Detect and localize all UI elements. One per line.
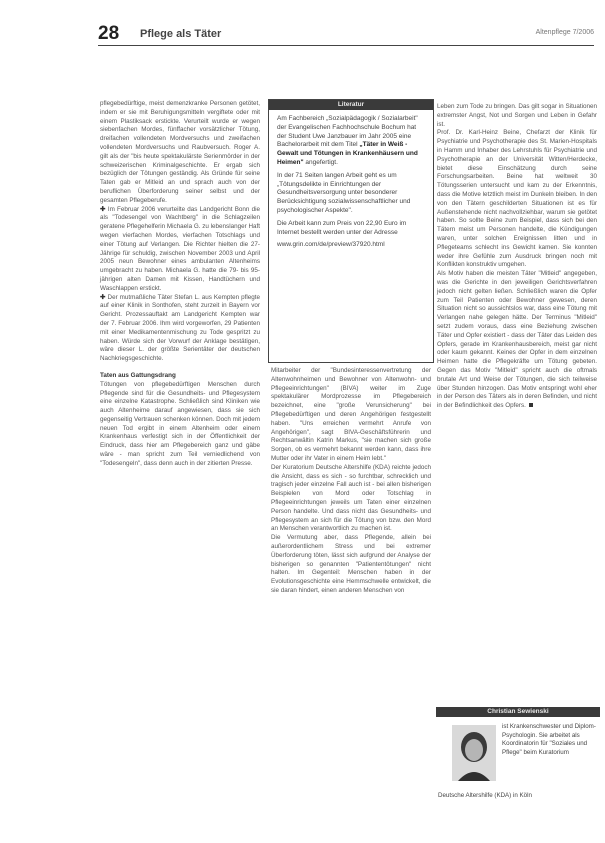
paragraph: Der Kuratorium Deutsche Altershilfe (KDA) reichte jedoch die Ansicht, dass es sich - so furchtbar, schrecklich und tragisch jeder einzelne Fall auch ist - bei allen bisherigen Beispielen von Mord oder Totschlag in Pflegeeinrichtungen jeweils um Taten einer einzelnen Person handelte. Und dass nicht das Gesundheits- und Pflegesystem an sich für die Tötung von bzw. den Mord an Menschen verantwortlich zu machen ist. — [271, 463, 431, 533]
literature-url[interactable]: www.grin.com/de/preview/37920.html — [277, 241, 385, 249]
paragraph-text: Als Motiv haben die meisten Täter "Mitleid" angegeben, was die Gerichte in den jeweiligen Gerichtsverfahren jedoch nicht gelten ließen. Schließlich waren die Opfer zum Teil Patienten oder Bewohner gewesen, deren Situation nicht so aussichtslos war, dass eine Tötung mit Verlangen nahe gelegen hätte. Der Terminus "Mitleid" setzt zudem voraus, dass eine Beziehung zwischen Täter und Opfer existiert - dass der Täter das Leiden des Opfers, gerade im Krankenhausbereich, meist gar nicht oder kaum gekannt. Keines der Opfer in dem einzelnen Heimen hatte die Pflegekräfte um Tötung gebeten. Gegen das Motiv "Mitleid" spricht auch die oftmals brutale Art und Weise der Tötungen, die sich teilweise über Stunden hinzogen. Das Motiv entspringt wohl eher in der Person des Täters als in deren Befinden, und nicht in der Befindlichkeit des Opfers. — [437, 270, 597, 410]
paragraph: Leben zum Tode zu bringen. Das gilt sogar in Situationen extremster Angst, Not und Sorgen und Leben in Gefahr ist. — [437, 103, 597, 128]
article-column-3 — [437, 103, 597, 411]
paragraph: pflegebedürftige, meist demenzkranke Personen getötet, indem er sie mit Beruhigungsmitteln vergiftete oder mit einem Plastiksack erstickte. Verurteilt wurde er wegen siebenfachen Mordes, fünffacher vorsätzlicher Tötung, dreifachen vollendeten Mordversuchs und zweifachen vollendeten Mordversuchs und Raubversuch. Roger A. gilt als der "bis heute spektakulärste Serienmörder in der schweizerischen Kriminalgeschichte. Er ergab sich bezüglich der Tötungen geständig. Als Gründe für seine Taten gab er Mitleid an und sprach auch von der beruflichen Überforderung seiner selbst und der gesamten Pflegeberufe. — [100, 100, 260, 204]
literature-suffix: angefertigt. — [305, 158, 338, 166]
paragraph — [100, 294, 260, 364]
author-bio: ist Krankenschwester und Diplom-Psychologin. Sie arbeitet als Koordinatorin für "Soziales und Pflege" beim Kuratorium — [502, 723, 596, 756]
literature-order-info: Die Arbeit kann zum Preis von 22,90 Euro im Internet bestellt werden unter der Adresse — [277, 219, 407, 236]
literature-box — [268, 99, 434, 363]
paragraph — [437, 270, 597, 411]
literature-text — [277, 115, 425, 168]
literature-box-body — [269, 110, 433, 259]
article-column-2 — [271, 367, 431, 596]
author-box — [436, 707, 600, 820]
issue-label: Altenpflege 7/2006 — [535, 29, 594, 36]
end-mark-icon — [529, 403, 533, 407]
book-title: „Täter in Weiß - Gewalt und Tötungen in Krankenhäusern und Heimen" — [277, 141, 418, 166]
paragraph: Tötungen von pflegebedürftigen Menschen durch Pflegende sind für die Gesundheits- und Pflegesystem eine einzelne Katastrophe. Schließlich sind Kliniken wie auch Altenheime darauf angewiesen, dass sie sich gegenseitig Vertrauen schenken können. Doch mit jedem neuen Tod ergibt in einem Altenheim oder einem Krankenhaus verfestigt sich in der Öffentlichkeit der Eindruck, dass hier am Pflegebereich ganz und gäbe wäre - man spricht zum Teil verniedlichend von "Todesengeln", dass denn auch in der zitierten Presse. — [100, 380, 260, 467]
paragraph-text: Der mutmaßliche Täter Stefan L. aus Kempten pflegte auf einer Klinik in Sonthofen, steht zurzeit in Bayern vor Gericht. Prozessauftakt am Landgericht Kempten war der 7. Februar 2006. Ihm wird vorgeworfen, 29 Patienten mit einer Medikamentenmischung zu Tode gespritzt zu haben. Würde sich der Vorwurf der Anklage bestätigen, wäre dieser L. der größte Serientäter der deutschen Nachkriegsgeschichte. — [100, 293, 260, 363]
page-number: 28 — [98, 23, 120, 44]
paragraph — [100, 206, 260, 294]
bullet-icon: ✚ — [100, 205, 108, 213]
subheading: Taten aus Gattungsdrang — [100, 371, 176, 379]
bullet-icon: ✚ — [100, 293, 108, 301]
paragraph-text: Im Februar 2006 verurteilte das Landgericht Bonn die als "Todesengel von Wachtberg" in die Schlagzeilen geratene Pflegehelferin Michaela G. zu lebenslanger Haft wegen vierfachen Mordes, vierfachen Totschlags und einer Tötung auf Verlangen. Die Richter hielten die 27-Jährige für schuldig, zwischen November 2003 und April 2005 neun Bewohner eines ambulanten Altenheims umgebracht zu haben. Michaela G. hatte die 79- bis 95-jährigen alten Damen mit Kissen, Handtüchern und Waschlappen erstickt. — [100, 205, 260, 292]
page-header — [98, 23, 594, 46]
paragraph: Mitarbeiter der "Bundesinteressenvertretung der Altenwohnheimen und Bewohner von Altenwohn- und Pflegeeinrichtungen" (BIVA) weiter im Zuge spektakulärer Mordprozesse im Pflegebereich bezeichnet, eine "große Verunsicherung" bei Pflegebedürftigen und deren Angehörigen festgestellt haben. "Uns erreichen vermehrt Anrufe von Angehörigen", sagt BIVA-Geschäftsführerin und Rechtsanwältin Katrin Markus, "sie machen sich große Sorgen, ob es vermehrt bekannt werden kann, dass ihre Mutter oder ihr Vater in einem Heim lebt." — [271, 367, 431, 462]
article-column-1 — [100, 100, 260, 469]
section-title: Pflege als Täter — [140, 28, 222, 40]
literature-box-title: Literatur — [269, 100, 433, 110]
author-organization: Deutsche Altershilfe (KDA) in Köln — [438, 792, 532, 799]
author-photo — [452, 725, 496, 781]
paragraph: Die Vermutung aber, dass Pflegende, allein bei außerordentlichem Stress und bei extremer Überforderung töten, lässt sich aufgrund der Analyse der bisherigen so genannten "Patiententötungen" nicht halten. Im Gegenteil: Menschen haben in der Evolutionsgeschichte eine Hemmschwelle entwickelt, die sie daran hindert, einen anderen Menschen von — [271, 534, 431, 594]
paragraph: Prof. Dr. Karl-Heinz Beine, Chefarzt der Klinik für Psychiatrie und Psychotherapie des St. Marien-Hospitals in Hamm und Inhaber des Lehrstuhls für Psychiatrie und Psychotherapie an der Universität Witten/Herdecke, bietet diese Einschätzung durch seine Forschungsarbeiten. Beine hat weltweit 30 Tötungsserien untersucht und kam zu der Erkenntnis, dass die Motive letztlich meist im Dunkeln bleiben. In den von den Tätern geschilderten Situationen ist es für Außenstehende nicht nachvollziehbar, warum sie getötet haben. So sollte Beine zum Beispiel, dass sich bei den Tätern meist um Personen handelte, die Kündigungen waren, unter solchen Ereignissen litten und in Pflegeteams schlecht ins Gewicht kamen. Sie konnten weder ihre Gefühle zum Ausdruck bringen noch mit Konflikten konstruktiv umgehen. — [437, 129, 597, 269]
literature-description: In der 71 Seiten langen Arbeit geht es um „Tötungsdelikte in Einrichtungen der Gesundheitsversorgung unter besonderer Berücksichtigung sozialwissenschaftlicher und psychologischer Aspekte". — [277, 171, 411, 214]
author-name: Christian Sewienski — [436, 707, 600, 717]
portrait-image — [452, 725, 496, 781]
literature-intro: Am Fachbereich „Sozialpädagogik / Sozialarbeit" der Evangelischen Fachhochschule Bochum hat der Student Uwe Janzbauer im Jahr 2005 eine Bachelorarbeit mit dem Titel — [277, 115, 418, 149]
